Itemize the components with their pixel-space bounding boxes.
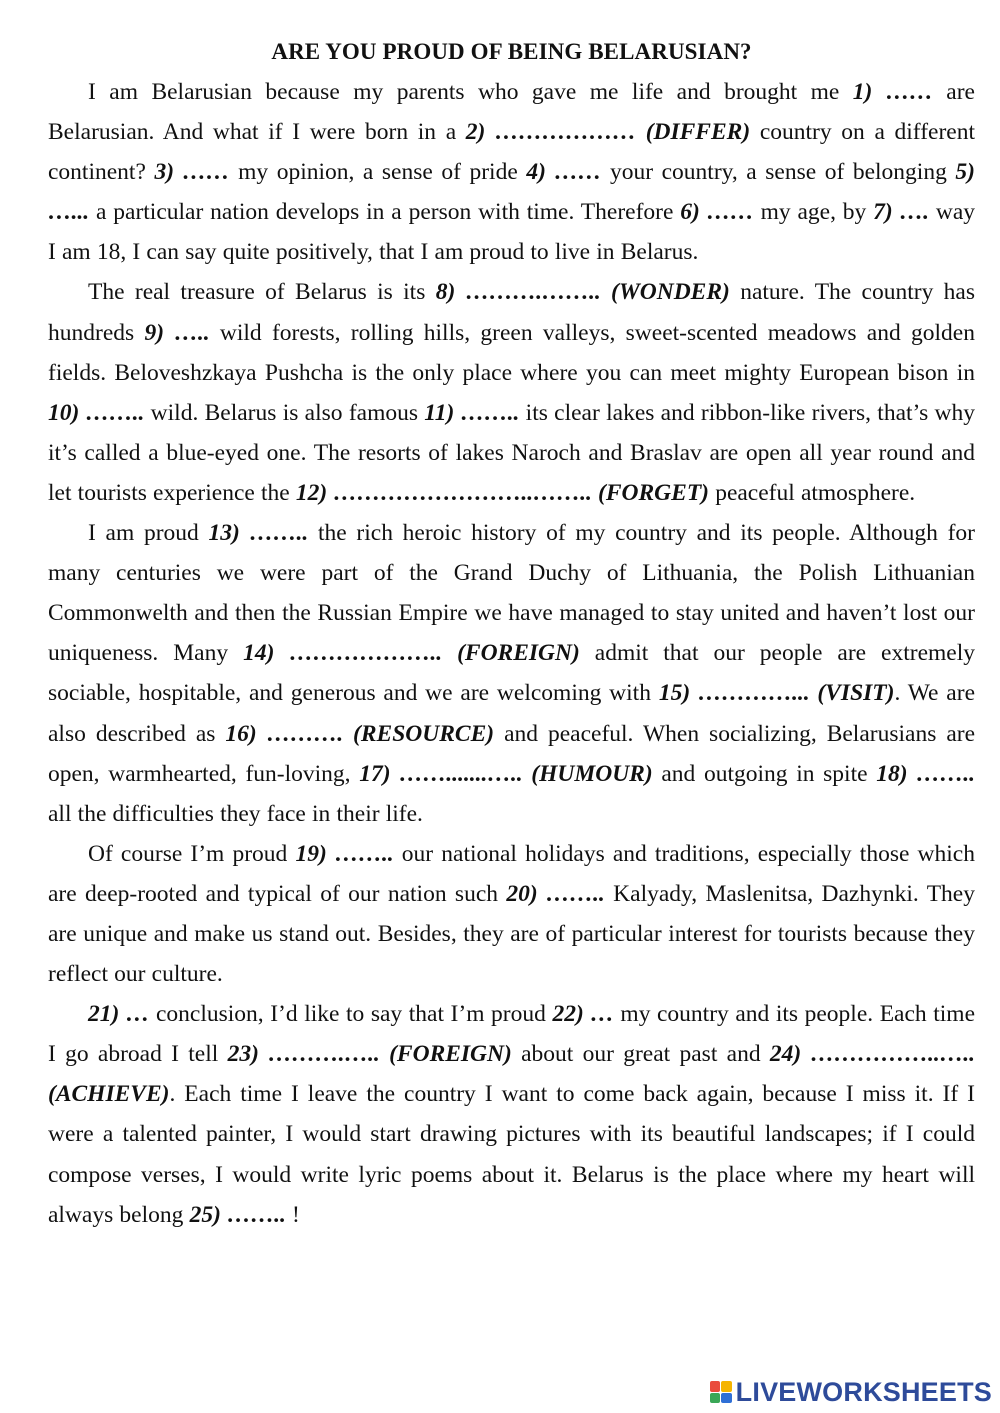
answer-gap[interactable]: 13) …….. [208,520,309,547]
paragraph [48,513,975,834]
paragraph-text: way I am 18, I can say quite positively, that I am proud to live in Belarus. [48,199,975,266]
paragraph-text: my opinion, a sense of pride [229,159,527,186]
paragraph [48,272,975,513]
answer-gap[interactable]: 1) …… [852,79,933,105]
logo-square-red [710,1381,721,1392]
paragraph-text: its clear lakes and ribbon-like rivers, that’s why it’s called a blue-eyed one. The resorts of lakes Naroch and Braslav are open all year round and let tourists experience the [48,399,975,506]
answer-gap[interactable]: 25) …….. [189,1201,286,1228]
paragraph-text: my age, by [753,199,874,226]
answer-gap[interactable]: 20) …….. [506,880,605,907]
logo-text: LIVEWORKSHEETS [735,1376,992,1407]
answer-gap[interactable]: 19) …….. [295,840,394,867]
answer-gap[interactable]: 12) ……………………..…….. (FORGET) [295,479,710,506]
paragraph-text: a particular nation develops in a person with time. Therefore [89,199,681,226]
answer-gap[interactable]: 5) …... [48,159,975,226]
paragraph-text: the rich heroic history of my country and its people. Although for many centuries we were part of the Grand Duchy of Lithuania, the Polish Lithuanian Commonwelth and then the Russian Empire we have managed to stay united and haven’t lost our uniqueness. Many [48,520,975,667]
answer-gap[interactable]: 17) …….......….. (HUMOUR) [359,760,653,787]
answer-gap[interactable]: 24) ……………..….. (ACHIEVE) [48,1041,975,1108]
answer-gap[interactable]: 6) …… [680,199,754,226]
worksheet-page [48,34,975,1235]
answer-gap[interactable]: 7) …. [873,199,929,226]
paragraph-text: nature. The country has hundreds [48,279,975,346]
paragraph-text: Of course I’m proud [88,840,296,867]
article-body [48,72,975,1235]
paragraph-text: The real treasure of Belarus is its [88,279,436,306]
answer-gap[interactable]: 15) …………... (VISIT) [658,680,895,707]
liveworksheets-logo [710,1375,992,1409]
answer-gap[interactable]: 22) … [552,1001,614,1028]
paragraph-text: conclusion, I’d like to say that I’m proud [149,1001,553,1028]
logo-square-green [710,1393,721,1404]
paragraph [48,994,975,1235]
paragraph-text: about our great past and [511,1041,770,1068]
answer-gap[interactable]: 8) ……….…….. (WONDER) [435,279,730,306]
paragraph-text: all the difficulties they face in their life. [48,800,423,827]
paragraph-text: wild. Belarus is also famous [144,399,425,426]
answer-gap[interactable]: 11) …….. [424,399,520,426]
paragraph-text: ! [285,1201,300,1228]
paragraph-text: our national holidays and traditions, especially those which are deep-rooted and typical of our nation such [48,840,975,907]
answer-gap[interactable]: 4) …… [526,159,602,186]
paragraph-text: and peaceful. When socializing, Belarusians are open, warmhearted, fun-loving, [48,720,976,787]
paragraph [48,834,975,994]
paragraph-text: I am proud [88,520,209,547]
logo-square-yellow [721,1381,732,1392]
paragraph-text: are Belarusian. And what if I were born in a [48,79,975,146]
paragraph-text: country on a different continent? [48,119,976,186]
answer-gap[interactable]: 2) ……………… (DIFFER) [465,119,751,146]
page-title: ARE YOU PROUD OF BEING BELARUSIAN? [271,39,752,64]
answer-gap[interactable]: 23) ……….….. (FOREIGN) [227,1041,512,1068]
paragraph [48,72,975,272]
answer-gap[interactable]: 9) ….. [144,319,210,346]
paragraph-text: your country, a sense of belonging [601,159,956,186]
paragraph-text: I am Belarusian because my parents who gave me life and brought me [88,79,853,105]
logo-mark-icon [710,1381,732,1403]
answer-gap[interactable]: 3) …… [154,159,230,186]
paragraph-text: and outgoing in spite [652,760,877,787]
answer-gap[interactable]: 14) ……………….. (FOREIGN) [243,640,580,667]
paragraph-text: my country and its people. Each time I go abroad I tell [48,1001,975,1068]
paragraph-text: . Each time I leave the country I want to come back again, because I miss it. If I were a talented painter, I would start drawing pictures with its beautiful landscapes; if I could compose verses, I would write lyric poems about it. Belarus is the place where my heart will always belong [48,1081,975,1228]
paragraph-text: . We are also described as [48,680,975,747]
answer-gap[interactable]: 18) …….. [876,760,975,787]
answer-gap[interactable]: 10) …….. [48,399,145,426]
answer-gap[interactable]: 21) … [88,1001,150,1028]
paragraph-text: admit that our people are extremely sociable, hospitable, and generous and we are welcoming with [48,640,975,707]
paragraph-text: peaceful atmosphere. [709,479,916,506]
logo-square-blue [721,1393,732,1404]
paragraph-text: wild forests, rolling hills, green valleys, sweet-scented meadows and golden fields. Beloveshzkaya Pushcha is the only place where you can meet mighty European bison in [48,319,975,386]
answer-gap[interactable]: 16) ………. (RESOURCE) [225,720,495,747]
paragraph-text: Kalyady, Maslenitsa, Dazhynki. They are unique and make us stand out. Besides, they are of particular interest for tourists because they reflect our culture. [48,880,975,988]
